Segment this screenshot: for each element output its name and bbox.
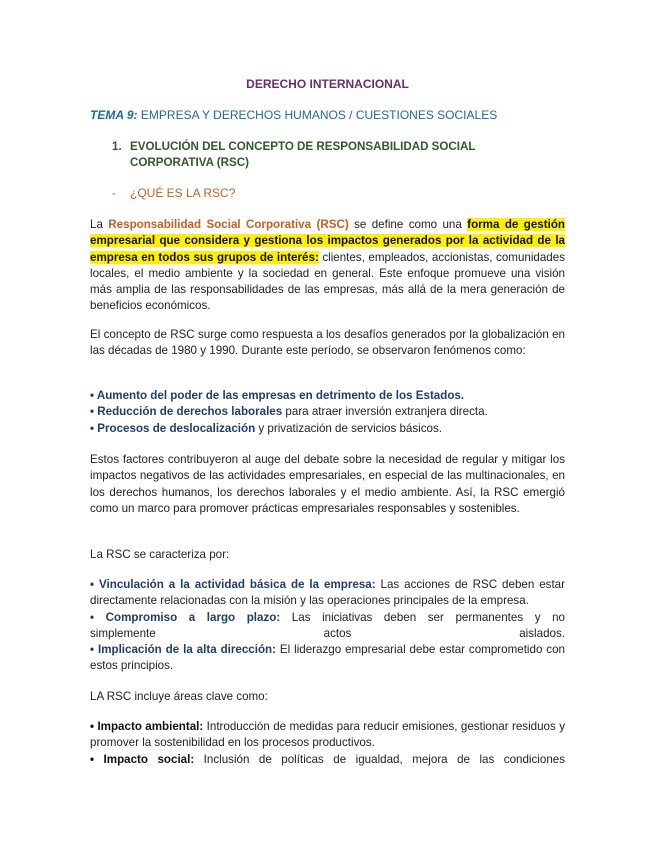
list-item-text: actos bbox=[323, 626, 352, 640]
topic-text: EMPRESA Y DERECHOS HUMANOS / CUESTIONES SOCIALES bbox=[137, 108, 498, 122]
topic-label: TEMA 9: bbox=[90, 108, 138, 122]
list-item-text: Introducción de medidas para reducir emisiones, gestionar residuos y promover la sostenibilidad en los procesos productivos. bbox=[90, 720, 565, 750]
section-title-line2: CORPORATIVA (RSC) bbox=[130, 156, 249, 169]
highlighted-definition: forma de gestión empresarial que considera y gestiona los impactos generados por la actividad de la empresa en todos sus grupos de interés: bbox=[90, 218, 565, 264]
list-item-title: • Aumento del poder de las empresas en detrimento de los Estados. bbox=[90, 389, 465, 402]
list-item-text: Las iniciativas deben ser permanentes y no bbox=[280, 610, 565, 624]
paragraph-factors: Estos factores contribuyeron al auge del debate sobre la necesidad de regular y mitigar los impactos negativos de las actividades empresariales, en especial de las multinacionales, en los derechos humanos, los derechos laborales y el medio ambiente. Así, la RSC emergió como un marco para promover prácticas empresariales responsables y sostenibles. bbox=[90, 453, 565, 515]
rsc-term: Responsabilidad Social Corporativa (RSC) bbox=[108, 218, 349, 231]
areas-list bbox=[90, 719, 565, 768]
list-item-title: • Vinculación a la actividad básica de la empresa: bbox=[90, 578, 376, 591]
list-item-text: Inclusión de políticas de igualdad, mejora de las condiciones bbox=[194, 752, 566, 766]
list-item bbox=[90, 719, 565, 752]
list-item bbox=[90, 577, 565, 610]
list-item-title: • Procesos de deslocalización bbox=[90, 421, 256, 435]
paragraph-characteristics-intro: La RSC se caracteriza por: bbox=[90, 548, 230, 561]
paragraph-text: se define como una bbox=[348, 218, 468, 231]
list-item-text: aislados. bbox=[519, 626, 565, 640]
topic-heading bbox=[90, 108, 497, 122]
list-item-title: • Impacto social: bbox=[90, 752, 195, 766]
section-title-line1: EVOLUCIÓN DEL CONCEPTO DE RESPONSABILIDAD SOCIAL bbox=[130, 140, 476, 153]
list-item-title: • Reducción de derechos laborales bbox=[90, 405, 283, 419]
list-item-continuation bbox=[90, 626, 565, 642]
paragraph-definition bbox=[90, 217, 565, 315]
paragraph-origin: El concepto de RSC surge como respuesta a los desafíos generados por la globalización en las décadas de 1980 y 1990. Durante este período, se observaron fenómenos como: bbox=[90, 328, 565, 358]
list-item bbox=[90, 388, 565, 404]
paragraph-areas-intro: LA RSC incluye áreas clave como: bbox=[90, 690, 268, 703]
phenomena-list bbox=[90, 388, 565, 437]
list-item-title: • Compromiso a largo plazo: bbox=[90, 610, 281, 624]
list-item-text: y privatización de servicios básicos. bbox=[255, 421, 443, 435]
paragraph-text: clientes, empleados, accionistas, comunidades locales, el medio ambiente y la sociedad en general. Este enfoque promueve una visión más amplia de las responsabilidades de las empresas, más allá de la mera generación de beneficios económicos. bbox=[90, 250, 566, 313]
document-title: DERECHO INTERNACIONAL bbox=[246, 77, 409, 91]
section-number: 1. bbox=[112, 140, 122, 153]
list-item bbox=[90, 421, 565, 437]
list-item-title: • Implicación de la alta dirección: bbox=[90, 643, 276, 657]
list-item-text: Las acciones de RSC deben estar directamente relacionadas con la misión y las operaciones principales de la empresa. bbox=[90, 578, 565, 608]
subsection-dash: - bbox=[112, 186, 116, 200]
subsection-heading bbox=[112, 186, 235, 200]
paragraph-text: La bbox=[90, 218, 109, 231]
list-item bbox=[90, 404, 565, 420]
characteristics-list bbox=[90, 577, 565, 675]
section-heading bbox=[112, 139, 512, 171]
list-item-text: simplemente bbox=[90, 626, 156, 640]
list-item bbox=[90, 752, 565, 768]
list-item bbox=[90, 610, 565, 626]
subsection-title: ¿QUÉ ES LA RSC? bbox=[130, 186, 236, 200]
list-item-text: para atraer inversión extranjera directa. bbox=[282, 405, 488, 419]
list-item-text: El liderazgo empresarial debe estar comprometido con estos principios. bbox=[90, 643, 565, 673]
list-item-title: • Impacto ambiental: bbox=[90, 720, 204, 733]
list-item bbox=[90, 642, 565, 675]
